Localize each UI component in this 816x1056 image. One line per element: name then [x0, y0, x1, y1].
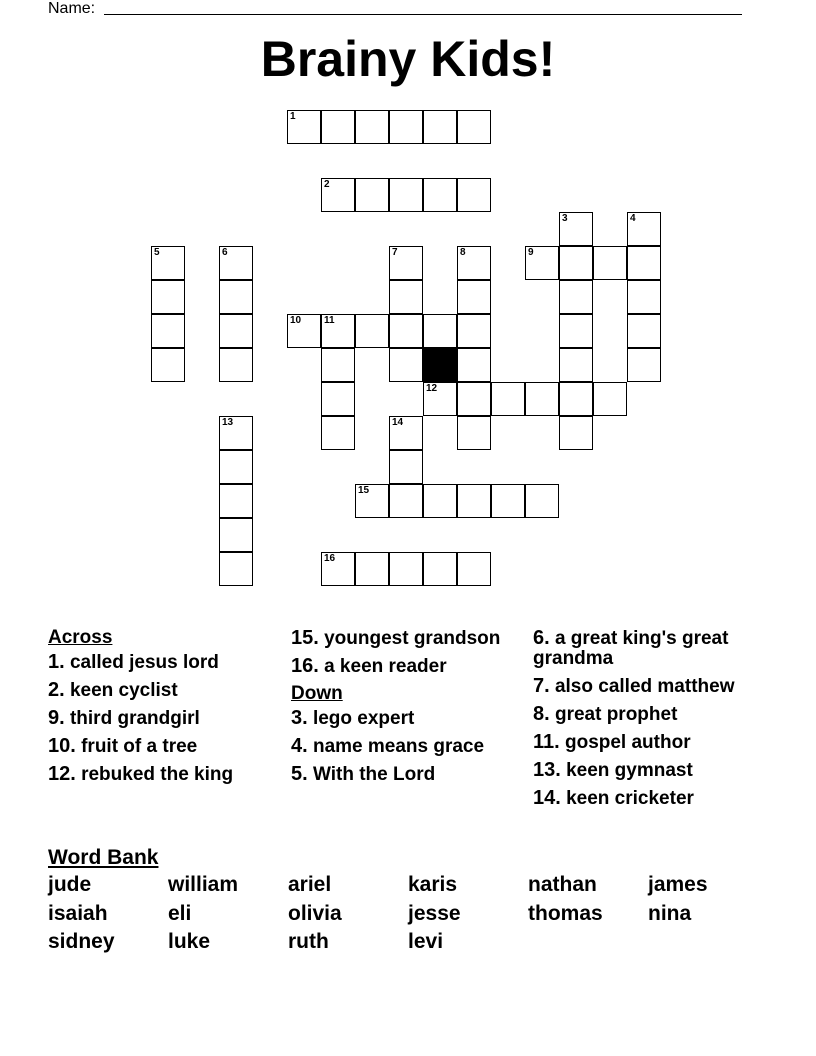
grid-cell[interactable] — [627, 212, 661, 246]
grid-cell[interactable] — [355, 178, 389, 212]
grid-cell[interactable] — [287, 110, 321, 144]
clue-number: 5. — [291, 763, 308, 785]
cell-number: 4 — [630, 213, 636, 224]
grid-cell[interactable] — [287, 314, 321, 348]
grid-cell[interactable] — [355, 314, 389, 348]
word-bank-word: luke — [168, 930, 211, 953]
cell-number: 10 — [290, 315, 302, 326]
grid-cell[interactable] — [627, 280, 661, 314]
grid-cell[interactable] — [355, 484, 389, 518]
word-bank-word: thomas — [528, 902, 603, 925]
grid-cell[interactable] — [321, 416, 355, 450]
clue-number: 16. — [291, 655, 319, 677]
grid-cell[interactable] — [525, 484, 559, 518]
clue-text: lego expert — [307, 708, 415, 729]
grid-cell[interactable] — [457, 110, 491, 144]
grid-cell[interactable] — [355, 552, 389, 586]
clue — [533, 732, 763, 753]
grid-cell[interactable] — [321, 552, 355, 586]
grid-cell[interactable] — [423, 314, 457, 348]
clue-text: youngest grandson — [318, 628, 501, 649]
grid-cell[interactable] — [219, 246, 253, 280]
clue-text: keen cricketer — [560, 788, 694, 809]
word-bank-word: nina — [648, 902, 692, 925]
grid-cell[interactable] — [355, 110, 389, 144]
word-bank-word: ruth — [288, 930, 329, 953]
clue-heading-across: Across — [48, 627, 113, 648]
clue — [291, 708, 511, 729]
grid-cell[interactable] — [559, 280, 593, 314]
clue-text: also called matthew — [549, 676, 735, 697]
grid-cell[interactable] — [219, 518, 253, 552]
word-bank-word: isaiah — [48, 902, 108, 925]
cell-number: 9 — [528, 247, 534, 258]
grid-cell[interactable] — [457, 314, 491, 348]
word-bank-word: karis — [408, 873, 458, 896]
grid-cell[interactable] — [219, 450, 253, 484]
clue — [48, 652, 263, 673]
grid-cell[interactable] — [559, 348, 593, 382]
word-bank-word: sidney — [48, 930, 115, 953]
grid-cell[interactable] — [389, 314, 423, 348]
clue-text: called jesus lord — [64, 652, 219, 673]
cell-number: 6 — [222, 247, 228, 258]
clues-column-2 — [291, 628, 511, 792]
grid-cell[interactable] — [457, 484, 491, 518]
grid-cell[interactable] — [457, 416, 491, 450]
grid-cell[interactable] — [219, 552, 253, 586]
clue-number: 11. — [533, 731, 560, 753]
grid-cell[interactable] — [389, 110, 423, 144]
cell-number: 7 — [392, 247, 398, 258]
grid-cell[interactable] — [593, 246, 627, 280]
grid-cell[interactable] — [389, 484, 423, 518]
grid-cell[interactable] — [219, 314, 253, 348]
word-bank-word: jesse — [408, 902, 461, 925]
grid-cell[interactable] — [389, 178, 423, 212]
grid-cell[interactable] — [559, 212, 593, 246]
cell-number: 1 — [290, 111, 296, 122]
grid-cell[interactable] — [627, 348, 661, 382]
grid-cell[interactable] — [151, 246, 185, 280]
clue-text: a great king's great grandma — [533, 628, 729, 669]
clue-number: 4. — [291, 735, 308, 757]
grid-cell[interactable] — [389, 280, 423, 314]
word-bank-word: james — [648, 873, 708, 896]
grid-cell[interactable] — [151, 280, 185, 314]
grid-cell[interactable] — [491, 484, 525, 518]
grid-cell[interactable] — [151, 314, 185, 348]
grid-cell[interactable] — [627, 246, 661, 280]
grid-cell[interactable] — [559, 416, 593, 450]
clue — [533, 628, 763, 669]
grid-cell[interactable] — [423, 178, 457, 212]
page-title: Brainy Kids! — [260, 31, 556, 87]
cell-number: 16 — [324, 553, 336, 564]
clue-number: 15. — [291, 627, 319, 649]
cell-number: 3 — [562, 213, 568, 224]
clue — [533, 760, 763, 781]
word-bank-word: ariel — [288, 873, 332, 896]
clues-column-3 — [533, 628, 763, 816]
clue — [48, 708, 263, 729]
clue — [291, 764, 511, 785]
clue-number: 10. — [48, 735, 76, 757]
clue-heading-down: Down — [291, 683, 343, 704]
clue-text: keen cyclist — [64, 680, 178, 701]
cell-number: 15 — [358, 485, 370, 496]
grid-cell[interactable] — [423, 382, 457, 416]
grid-cell[interactable] — [627, 314, 661, 348]
cell-number: 14 — [392, 417, 404, 428]
grid-cell[interactable] — [151, 348, 185, 382]
clue-text: keen gymnast — [560, 760, 693, 781]
grid-cell[interactable] — [457, 552, 491, 586]
clue-text: great prophet — [549, 704, 678, 725]
clue-text: name means grace — [307, 736, 485, 757]
grid-cell[interactable] — [389, 348, 423, 382]
grid-cell[interactable] — [559, 314, 593, 348]
grid-cell[interactable] — [457, 382, 491, 416]
clue-number: 6. — [533, 627, 550, 649]
grid-cell[interactable] — [389, 450, 423, 484]
grid-cell[interactable] — [593, 382, 627, 416]
word-bank-word: olivia — [288, 902, 342, 925]
clue-number: 2. — [48, 679, 65, 701]
clue-text: fruit of a tree — [75, 736, 198, 757]
clue — [533, 676, 763, 697]
grid-cell[interactable] — [389, 416, 423, 450]
word-bank-word: jude — [48, 873, 92, 896]
grid-cell[interactable] — [219, 280, 253, 314]
clue — [291, 628, 511, 649]
grid-cell[interactable] — [457, 280, 491, 314]
name-label: Name: — [48, 0, 96, 17]
grid-cell[interactable] — [389, 246, 423, 280]
clue-number: 1. — [48, 651, 65, 673]
clue-number: 3. — [291, 707, 308, 729]
cell-number: 5 — [154, 247, 160, 258]
word-bank-word: levi — [408, 930, 444, 953]
word-bank-word: nathan — [528, 873, 597, 896]
clue-number: 14. — [533, 787, 561, 809]
clue — [291, 736, 511, 757]
clue-number: 7. — [533, 675, 550, 697]
clue — [48, 764, 263, 785]
clue-text: third grandgirl — [64, 708, 200, 729]
grid-cell[interactable] — [491, 382, 525, 416]
word-bank-word: eli — [168, 902, 192, 925]
word-bank-word: william — [168, 873, 239, 896]
grid-cell[interactable] — [321, 348, 355, 382]
clue-text: gospel author — [559, 732, 691, 753]
clue-text: With the Lord — [307, 764, 436, 785]
grid-cell[interactable] — [457, 178, 491, 212]
grid-cell[interactable] — [321, 314, 355, 348]
grid-cell[interactable] — [423, 552, 457, 586]
cell-number: 2 — [324, 179, 330, 190]
grid-cell[interactable] — [321, 178, 355, 212]
cell-number: 12 — [426, 383, 438, 394]
clue-number: 8. — [533, 703, 550, 725]
black-square — [423, 348, 457, 382]
grid-cell[interactable] — [321, 382, 355, 416]
clue — [48, 736, 263, 757]
clue — [533, 704, 763, 725]
word-bank-title: Word Bank — [48, 846, 159, 869]
grid-cell[interactable] — [219, 484, 253, 518]
grid-cell[interactable] — [559, 382, 593, 416]
clue-number: 9. — [48, 707, 65, 729]
clue-number: 13. — [533, 759, 561, 781]
cell-number: 8 — [460, 247, 466, 258]
grid-cell[interactable] — [423, 484, 457, 518]
grid-cell[interactable] — [457, 348, 491, 382]
grid-cell[interactable] — [389, 552, 423, 586]
clue-text: a keen reader — [318, 656, 447, 677]
grid-cell[interactable] — [321, 110, 355, 144]
cell-number: 11 — [324, 315, 335, 326]
clue — [533, 788, 763, 809]
clue — [48, 680, 263, 701]
clue-text: rebuked the king — [75, 764, 234, 785]
grid-cell[interactable] — [219, 348, 253, 382]
grid-cell[interactable] — [525, 382, 559, 416]
grid-cell[interactable] — [525, 246, 559, 280]
grid-cell[interactable] — [559, 246, 593, 280]
cell-number: 13 — [222, 417, 234, 428]
clue-number: 12. — [48, 763, 76, 785]
grid-cell[interactable] — [457, 246, 491, 280]
clue — [291, 656, 511, 677]
grid-cell[interactable] — [423, 110, 457, 144]
clues-column-1 — [48, 628, 263, 792]
grid-cell[interactable] — [219, 416, 253, 450]
